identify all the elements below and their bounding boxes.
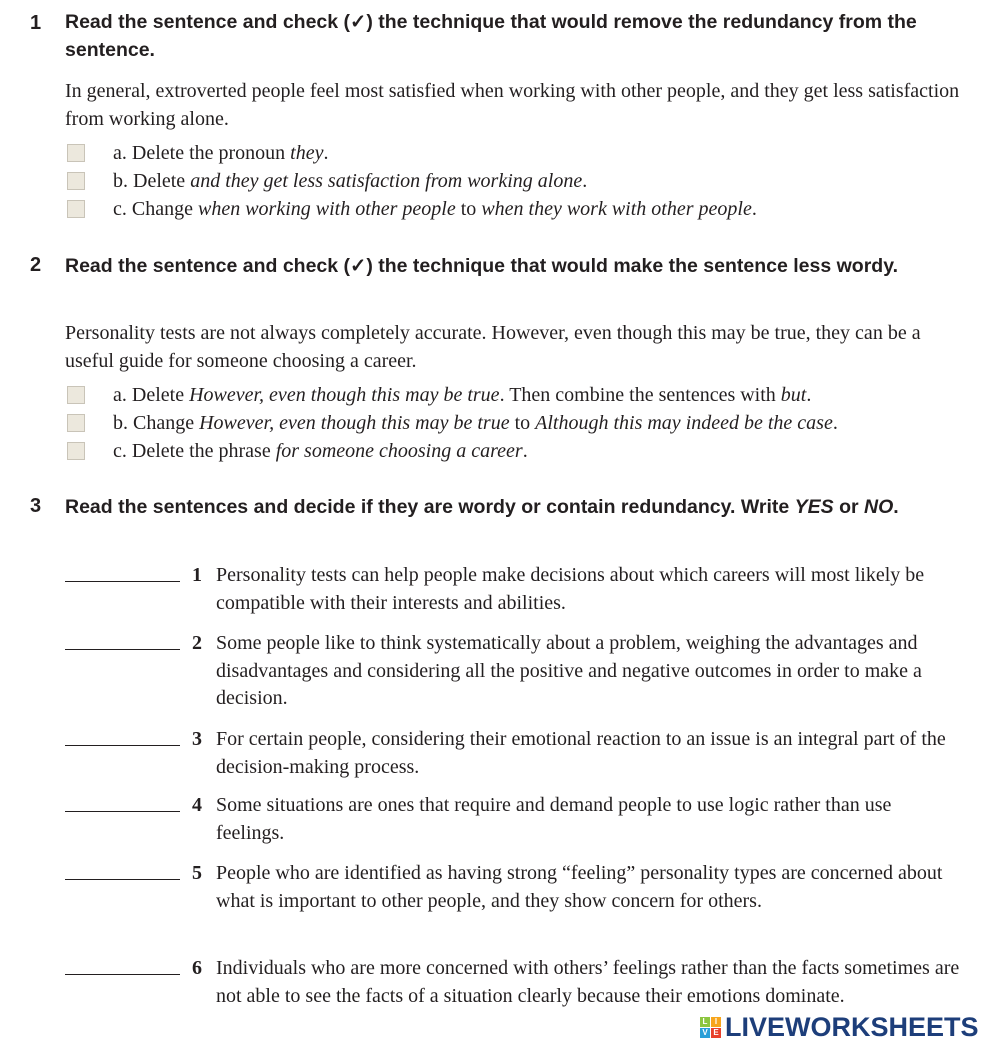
option-text: a. Delete [113, 384, 190, 406]
logo-letter: E [711, 1028, 721, 1038]
title-yes: YES [794, 496, 834, 518]
option-text: . [832, 412, 838, 434]
checkbox[interactable] [67, 414, 85, 432]
logo-letter: L [700, 1017, 710, 1027]
answer-blank[interactable] [65, 745, 180, 746]
answer-blank[interactable] [65, 581, 180, 582]
option-text-italic: Although this may indeed be the case [535, 412, 833, 434]
option-text: . [751, 198, 757, 220]
title-text: or [833, 496, 865, 518]
option-text: c. Delete the phrase [113, 440, 276, 462]
checkbox[interactable] [67, 200, 85, 218]
option-text-italic: However, even though this may be true [189, 384, 500, 406]
option-text: to [455, 198, 482, 220]
option-text: a. Delete the pronoun [113, 142, 291, 164]
item-number: 4 [192, 794, 202, 816]
question-2-sentence: Personality tests are not always completely accurate. However, even though this may be true, they can be a useful guide for someone choosing a career. [65, 322, 921, 372]
item-text: Some people like to think systematically about a problem, weighing the advantages and disadvantages and considering all the positive and negative outcomes in order to make a decision. [216, 632, 922, 709]
option-text-italic: when they work with other people [481, 198, 752, 220]
logo-text: LIVEWORKSHEETS [725, 1012, 979, 1042]
item-text: Personality tests can help people make decisions about which careers will most likely be compatible with their interests and abilities. [216, 564, 925, 614]
checkbox[interactable] [67, 386, 85, 404]
option-text: b. Change [113, 412, 200, 434]
question-2-number: 2 [30, 254, 42, 276]
option-text: b. Delete [113, 170, 191, 192]
option-text: to [509, 412, 536, 434]
option-text: c. Change [113, 198, 198, 220]
item-text: Individuals who are more concerned with others’ feelings rather than the facts sometimes are not able to see the facts of a situation clearly because their emotions dominate. [216, 957, 960, 1007]
question-3-number: 3 [30, 495, 42, 517]
item-text: People who are identified as having strong “feeling” personality types are concerned about what is important to other people, and they show concern for others. [216, 862, 943, 912]
logo-letter: V [700, 1028, 710, 1038]
answer-blank[interactable] [65, 879, 180, 880]
option-text-italic: they [290, 142, 324, 164]
liveworksheets-logo [700, 1012, 979, 1043]
answer-blank[interactable] [65, 811, 180, 812]
answer-blank[interactable] [65, 649, 180, 650]
logo-letter: I [711, 1017, 721, 1027]
question-3-title [65, 493, 905, 521]
option-text-italic: when working with other people [197, 198, 456, 220]
item-number: 2 [192, 632, 202, 654]
item-number: 6 [192, 957, 202, 979]
option-text-italic: for someone choosing a career [275, 440, 523, 462]
item-number: 1 [192, 564, 202, 586]
item-text: For certain people, considering their emotional reaction to an issue is an integral part of the decision-making process. [216, 728, 946, 778]
question-2-title: Read the sentence and check (✓) the technique that would make the sentence less wordy. [65, 255, 899, 277]
option-text: . Then combine the sentences with [499, 384, 781, 406]
checkbox[interactable] [67, 172, 85, 190]
option-text-italic: However, even though this may be true [199, 412, 510, 434]
option-text: . [806, 384, 812, 406]
logo-mark-icon [700, 1017, 721, 1038]
checkbox[interactable] [67, 442, 85, 460]
option-text: . [582, 170, 588, 192]
title-text: . [893, 496, 899, 518]
question-1-number: 1 [30, 12, 42, 34]
option-text: . [522, 440, 528, 462]
question-1-sentence: In general, extroverted people feel most satisfied when working with other people, and they get less satisfaction from working alone. [65, 80, 960, 130]
item-number: 3 [192, 728, 202, 750]
title-text: Read the sentences and decide if they are wordy or contain redundancy. Write [65, 496, 795, 518]
option-text: . [323, 142, 329, 164]
option-text-italic: but [780, 384, 807, 406]
title-no: NO [864, 496, 894, 518]
option-text-italic: and they get less satisfaction from working alone [190, 170, 583, 192]
question-1-title: Read the sentence and check (✓) the technique that would remove the redundancy from the sentence. [65, 11, 917, 61]
item-number: 5 [192, 862, 202, 884]
item-text: Some situations are ones that require and demand people to use logic rather than use feelings. [216, 794, 892, 844]
checkbox[interactable] [67, 144, 85, 162]
answer-blank[interactable] [65, 974, 180, 975]
